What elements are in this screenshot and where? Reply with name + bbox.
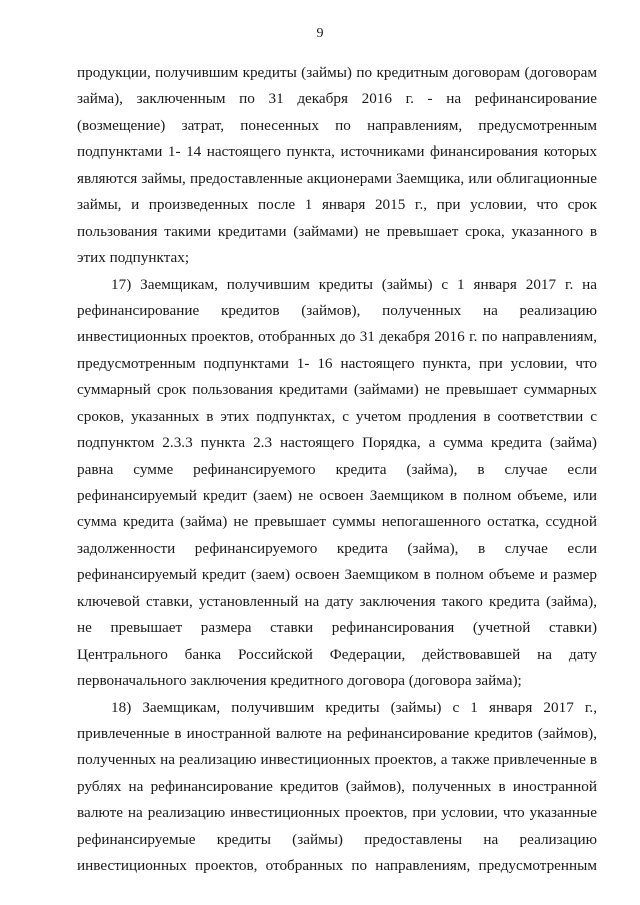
text-line: сроков, указанных в этих подпунктах, с учетом продления в соответствии с: [77, 407, 597, 425]
document-body: [77, 60, 597, 880]
text-line: не превышает размера ставки рефинансирования (учетной ставки): [77, 619, 597, 637]
text-line: пользования такими кредитами (займами) не превышает срока, указанного в: [77, 222, 597, 240]
text-line: 18) Заемщикам, получившим кредиты (займы) с 1 января 2017 г.,: [111, 698, 597, 716]
text-line: рефинансируемый кредит (заем) не освоен Заемщиком в полном объеме, или: [77, 487, 597, 504]
text-line: 17) Заемщикам, получившим кредиты (займы) с 1 января 2017 г. на: [111, 275, 597, 293]
text-line: валюте на реализацию инвестиционных проектов, при условии, что указанные: [77, 804, 597, 822]
text-line: займа), заключенным по 31 декабря 2016 г. - на рефинансирование: [77, 90, 597, 108]
text-line: Центрального банка Российской Федерации, действовавшей на дату: [77, 645, 597, 663]
text-line: подпунктом 2.3.3 пункта 2.3 настоящего Порядка, а сумма кредита (займа): [77, 434, 597, 452]
text-line: рефинансируемые кредиты (займы) предоставлены на реализацию: [77, 830, 597, 848]
text-line: займы, и произведенных после 1 января 2015 г., при условии, что срок: [77, 196, 597, 214]
text-line: (возмещение) затрат, понесенных по направлениям, предусмотренным: [77, 116, 597, 134]
text-line: являются займы, предоставленные акционерами Заемщика, или облигационные: [77, 169, 597, 187]
text-line: привлеченные в иностранной валюте на рефинансирование кредитов (займов),: [77, 724, 597, 742]
text-line: полученных на реализацию инвестиционных проектов, а также привлеченные в: [77, 751, 597, 769]
text-line: рефинансируемый кредит (заем) освоен Заемщиком в полном объеме и размер: [77, 566, 597, 584]
page-number: 9: [316, 26, 324, 41]
text-line: подпунктами 1- 14 настоящего пункта, источниками финансирования которых: [77, 143, 597, 161]
text-line: продукции, получившим кредиты (займы) по кредитным договорам (договорам: [77, 64, 597, 81]
text-line: первоначального заключения кредитного договора (договора займа);: [77, 672, 522, 690]
text-line: этих подпунктах;: [77, 249, 190, 267]
text-line: задолженности рефинансируемого кредита (займа), в случае если: [77, 539, 597, 557]
text-line: рефинансирование кредитов (займов), полученных на реализацию: [77, 301, 597, 319]
text-line: равна сумме рефинансируемого кредита (займа), в случае если: [77, 460, 597, 478]
text-line: суммарный срок пользования кредитами (займами) не превышает суммарных: [77, 381, 597, 399]
text-line: сумма кредита (займа) не превышает суммы непогашенного остатка, ссудной: [77, 513, 597, 531]
text-line: предусмотренным подпунктами 1- 16 настоящего пункта, при условии, что: [77, 354, 597, 372]
text-line: рублях на рефинансирование кредитов (займов), полученных в иностранной: [77, 777, 597, 795]
text-line: ключевой ставки, установленный на дату заключения такого кредита (займа),: [77, 592, 597, 610]
text-line: инвестиционных проектов, отобранных по направлениям, предусмотренным: [77, 857, 597, 875]
text-line: инвестиционных проектов, отобранных до 31 декабря 2016 г. по направлениям,: [77, 328, 597, 346]
